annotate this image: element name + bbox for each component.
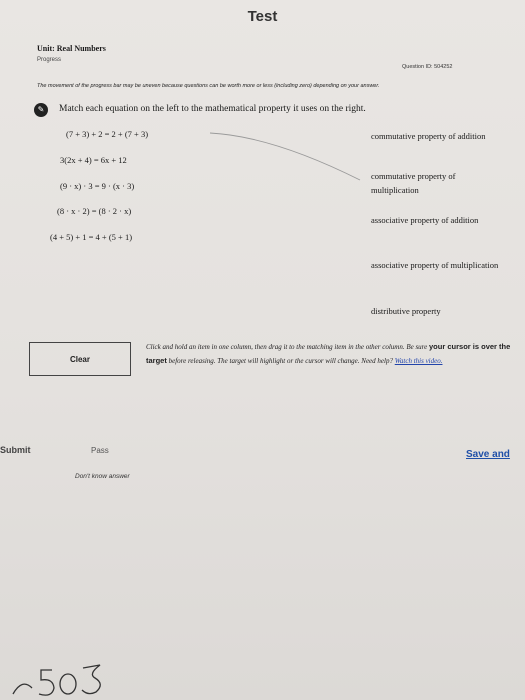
question-prompt: Match each equation on the left to the mathematical property it uses on the right. <box>59 104 366 114</box>
unit-label: Unit: Real Numbers <box>37 44 106 53</box>
equation-item-2[interactable]: 3(2x + 4) = 6x + 12 <box>60 155 127 165</box>
property-item-3[interactable]: associative property of addition <box>371 215 479 225</box>
property-item-1[interactable]: commutative property of addition <box>371 131 486 141</box>
instructions-text-2: before releasing. The target will highlight or the cursor will change. Need help? <box>166 357 395 365</box>
equation-item-1[interactable]: (7 + 3) + 2 = 2 + (7 + 3) <box>66 129 149 139</box>
progress-note: The movement of the progress bar may be uneven because questions can be worth more or less (including zero) depending on your answer. <box>37 83 380 89</box>
property-item-4[interactable]: associative property of multiplication <box>371 260 499 270</box>
progress-label: Progress <box>37 57 62 63</box>
page-title: Test <box>247 8 278 25</box>
pass-button[interactable]: Pass <box>91 446 109 455</box>
property-item-5[interactable]: distributive property <box>371 306 441 316</box>
handwritten-annotation <box>8 648 118 700</box>
help-video-link[interactable]: Watch this video. <box>394 357 443 365</box>
instructions-emphasis: your cursor is over the target <box>146 342 511 365</box>
property-item-2[interactable]: commutative property of multiplication <box>371 171 456 195</box>
equation-item-4[interactable]: (8 · x · 2) = (8 · 2 · x) <box>57 206 132 216</box>
equation-item-3[interactable]: (9 · x) · 3 = 9 · (x · 3) <box>60 181 135 191</box>
clear-button[interactable]: Clear <box>29 342 131 376</box>
question-id: Question ID: 504252 <box>402 64 453 70</box>
dont-know-answer-button[interactable]: Don't know answer <box>75 473 130 480</box>
drag-instructions <box>146 340 511 368</box>
pencil-icon: ✎ <box>34 103 48 117</box>
equation-item-5[interactable]: (4 + 5) + 1 = 4 + (5 + 1) <box>50 232 133 242</box>
instructions-text-1: Click and hold an item in one column, then drag it to the matching item in the other column. Be sure <box>146 343 430 351</box>
save-button[interactable]: Save and <box>466 449 510 460</box>
submit-button[interactable]: Submit <box>0 445 31 455</box>
